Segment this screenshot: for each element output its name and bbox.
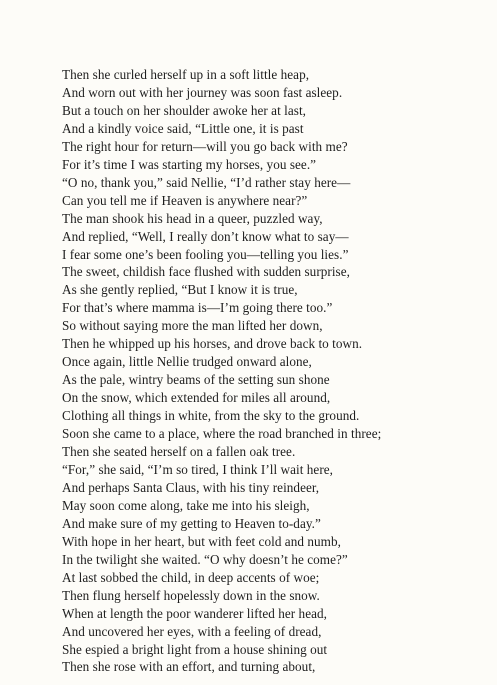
poem-line: And uncovered her eyes, with a feeling of dread, bbox=[62, 623, 322, 639]
poem-line: But a touch on her shoulder awoke her at last, bbox=[62, 102, 307, 118]
poem-line: Once again, little Nellie trudged onward alone, bbox=[62, 354, 312, 370]
poem-line: As she gently replied, “But I know it is true, bbox=[62, 282, 298, 298]
poem-line: So without saying more the man lifted her down, bbox=[62, 318, 323, 334]
poem-line: For it’s time I was starting my horses, you see.” bbox=[62, 156, 317, 172]
poem-line: The sweet, childish face flushed with sudden surprise, bbox=[62, 264, 350, 280]
poem-line: “For,” she said, “I’m so tired, I think I’ll wait here, bbox=[62, 461, 334, 477]
poem-line: At last sobbed the child, in deep accents of woe; bbox=[62, 569, 320, 585]
poem-line: Then she rose with an effort, and turning about, bbox=[62, 659, 316, 675]
poem-line: Can you tell me if Heaven is anywhere near?” bbox=[62, 192, 308, 208]
poem-line: And replied, “Well, I really don’t know what to say— bbox=[62, 228, 349, 244]
poem-line: “O no, thank you,” said Nellie, “I’d rather stay here— bbox=[62, 174, 351, 190]
poem-line: The right hour for return—will you go back with me? bbox=[62, 138, 348, 154]
poem-line: The man shook his head in a queer, puzzled way, bbox=[62, 210, 323, 226]
poem-line: And a kindly voice said, “Little one, it is past bbox=[62, 120, 304, 136]
poem-line: Then flung herself hopelessly down in the snow. bbox=[62, 587, 320, 603]
poem-line: Then she curled herself up in a soft little heap, bbox=[62, 67, 310, 82]
poem-line: She espied a bright light from a house shining out bbox=[62, 641, 328, 657]
poem-line: Clothing all things in white, from the sky to the ground. bbox=[62, 408, 360, 424]
poem-line: Then he whipped up his horses, and drove back to town. bbox=[62, 336, 363, 352]
poem-line: Soon she came to a place, where the road branched in three; bbox=[62, 426, 382, 442]
poem-line: When at length the poor wanderer lifted her head, bbox=[62, 605, 327, 621]
poem-line: On the snow, which extended for miles all around, bbox=[62, 390, 331, 406]
poem-line: As the pale, wintry beams of the setting sun shone bbox=[62, 372, 330, 388]
poem-line: With hope in her heart, but with feet cold and numb, bbox=[62, 533, 341, 549]
poem-line: And make sure of my getting to Heaven to-day.” bbox=[62, 515, 321, 531]
poem-line: And perhaps Santa Claus, with his tiny reindeer, bbox=[62, 479, 320, 495]
poem-line: In the twilight she waited. “O why doesn’t he come?” bbox=[62, 551, 348, 567]
poem-line: And worn out with her journey was soon fast asleep. bbox=[62, 84, 343, 100]
poem-line: May soon come along, take me into his sleigh, bbox=[62, 497, 310, 513]
poem-text bbox=[62, 66, 492, 676]
poem-line: For that’s where mamma is—I’m going there too.” bbox=[62, 300, 333, 316]
poem-line: I fear some one’s been fooling you—telling you lies.” bbox=[62, 246, 349, 262]
poem-line: Then she seated herself on a fallen oak tree. bbox=[62, 444, 296, 460]
